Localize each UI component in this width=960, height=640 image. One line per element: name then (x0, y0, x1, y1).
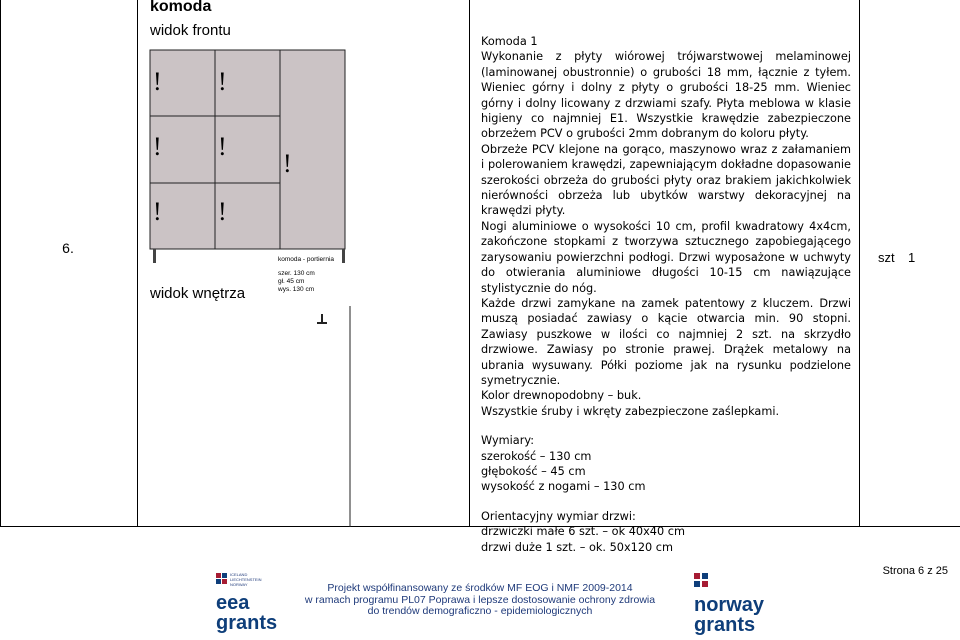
description-paragraph: Każde drzwi zamykane na zamek patentowy z kluczem. Drzwi muszą posiadać zawiasy o kącie otwarcia min. 90 stopni. Zawiasy puszkowe w ilości co najmniej 2 szt. na skrzydło drzwiowe. Zawiasy po stronie prawej. Drążek metalowy na ubrania wysuwany. Półki poziome jak na rysunku podzielone symetrycznie. (481, 296, 851, 387)
drawing-title: komoda (150, 0, 212, 15)
eea-logo-word: grants (216, 612, 278, 634)
lock-icon: ! (218, 132, 227, 161)
description-paragraph: Obrzeże PCV klejone na gorąco, maszynowo wraz z załamaniem i polerowaniem krawędzi, zapewniającym dokładne dopasowanie szerokości obrzeża do grubości płyty oraz brakiem jakichkolwiek nierówności obrzeża lub ubytków warstwy dekoracyjnej na krawędzi płyty. (481, 142, 851, 218)
caption-height: wys. 130 cm (278, 286, 315, 293)
eea-country: NORWAY (230, 582, 248, 587)
caption-depth: gł. 45 cm (278, 278, 305, 285)
description-paragraph: Wykonanie z płyty wiórowej trójwarstwowej melaminowej (laminowanej obustronnie) o grubości 18 mm, łącznie z tyłem. Wieniec górny i dolny z płyty o grubości 18-25 mm. Wieniec górny i dolny licowany z drzwiami szafy. Płyta meblowa w klasie higieny co najmniej E1. Wszystkie krawędzie zabezpieczone obrzeżem PCV o grubości 2mm dobranym do koloru płyty. (481, 50, 851, 141)
doors-header: Orientacyjny wymiar drzwi: (481, 509, 636, 523)
cabinet-leg (342, 249, 345, 263)
footer-funding-text (0, 583, 960, 618)
table-divider (469, 0, 470, 527)
eea-country: LIECHTENSTEIN (230, 577, 262, 582)
norway-logo-graphic (690, 571, 770, 591)
norway-logo-word: grants (694, 614, 756, 636)
description-title: Komoda 1 (481, 35, 538, 48)
eea-logo-word: eea (216, 592, 250, 614)
dimensions-header: Wymiary: (481, 434, 535, 448)
lock-icon: ! (218, 197, 227, 226)
dimension-line: głębokość – 45 cm (481, 464, 586, 478)
lock-icon: ! (218, 67, 227, 96)
description (481, 34, 851, 555)
description-paragraph: Nogi aluminiowe o wysokości 10 cm, profil kwadratowy 4x4cm, zakończone stopkami z tworzywa sztucznego zapobiegającego zarysowaniu powierzchni podłogi. Drzwi wyposażone w uchwyty do otwierania aluminiowe długości 10-15 cm nawiązujące stylistycznie do nóg. (481, 219, 851, 295)
lock-icon: ! (153, 197, 162, 226)
unit-cell: szt (878, 250, 895, 265)
dimension-line: szerokość – 130 cm (481, 449, 592, 463)
quantity-cell: 1 (908, 250, 916, 265)
drawing-cell (138, 0, 468, 527)
footer-line: do trendów demograficzno - epidemiologicznych (367, 605, 593, 617)
norway-logo-word: norway (694, 594, 765, 616)
door-line: drzwi duże 1 szt. – ok. 50x120 cm (481, 540, 674, 554)
door-line: drzwiczki małe 6 szt. – ok 40x40 cm (481, 525, 685, 539)
description-paragraph: Kolor drewnopodobny – buk. (481, 389, 642, 403)
lock-icon: ! (283, 149, 292, 178)
cabinet-inside-view (317, 306, 350, 527)
cabinet-leg (153, 249, 156, 263)
footer-line: w ramach programu PL07 Poprawa i lepsze dostosowanie ochrony zdrowia (304, 593, 656, 606)
description-paragraph: Wszystkie śruby i wkręty zabezpieczone zaślepkami. (481, 404, 780, 418)
dimension-line: wysokość z nogami – 130 cm (481, 480, 646, 494)
hanging-rod-icon (317, 322, 327, 324)
front-view-label: widok frontu (150, 22, 231, 39)
inside-view-label: widok wnętrza (150, 285, 246, 302)
page-number: Strona 6 z 25 (882, 565, 948, 577)
lock-icon: ! (153, 132, 162, 161)
table-divider (859, 0, 860, 527)
cabinet-front-view (150, 50, 345, 263)
caption-width: szer. 130 cm (278, 270, 315, 277)
table-border-left (0, 0, 1, 527)
eea-country: ICELAND (230, 572, 248, 577)
lock-icon: ! (153, 67, 162, 96)
norway-grants-logo (690, 571, 770, 637)
row-number: 6. (62, 240, 74, 256)
caption-name: komoda - portiernia (278, 256, 334, 263)
footer-line: Projekt współfinansowany ze środków MF EOG i NMF 2009-2014 (327, 582, 633, 594)
